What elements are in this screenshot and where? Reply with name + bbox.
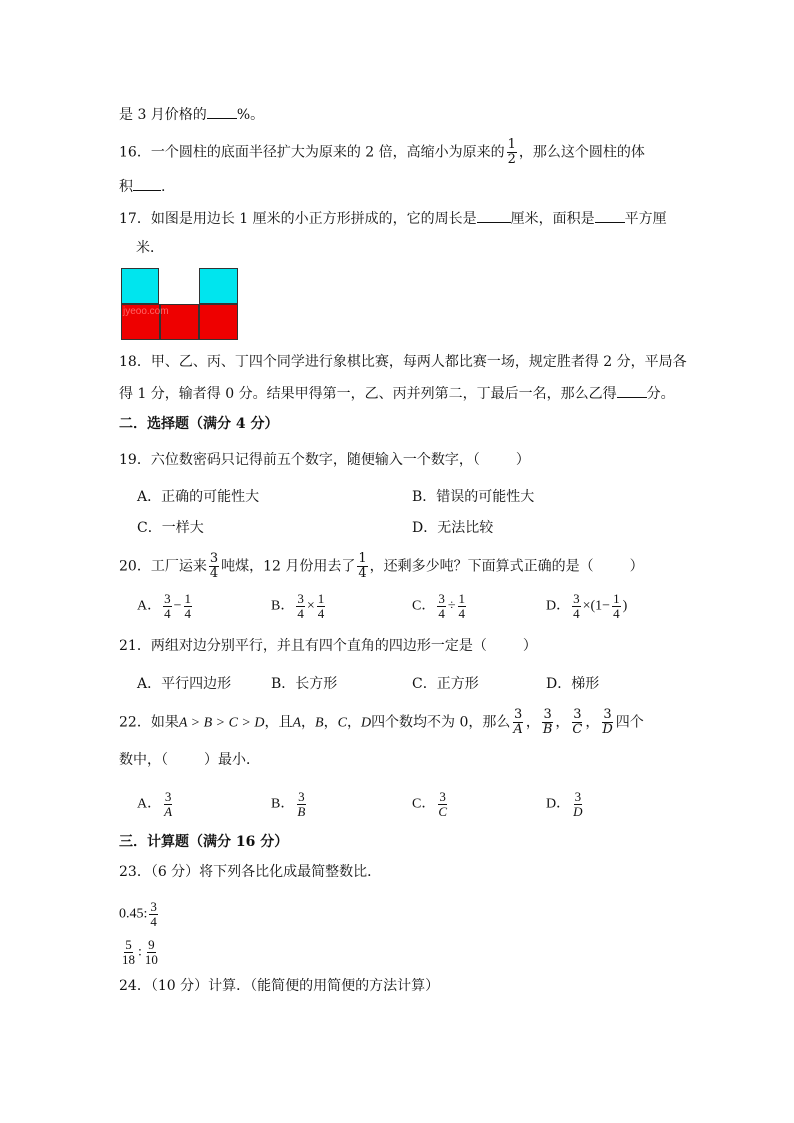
q22-option-a[interactable]: A． $\frac{3}{A}$	[137, 789, 173, 819]
section-3-heading: 三．计算题（满分 16 分）	[119, 834, 289, 850]
answer-blank[interactable]	[617, 383, 647, 398]
q20-option-a[interactable]: A． $\frac{3}{4}$ − $\frac{1}{4}$	[137, 591, 192, 621]
q21-option-c[interactable]: C．正方形	[412, 676, 479, 692]
question-16-line2: 积 .	[119, 176, 165, 197]
q22-option-b[interactable]: B． $\frac{3}{B}$	[271, 789, 306, 819]
ratio-2: $\frac{5}{18}$ : $\frac{9}{10}$	[122, 937, 158, 967]
q19-option-d[interactable]: D．无法比较	[412, 520, 494, 536]
question-22-line2: 数中，（ ）最小．	[119, 752, 260, 768]
q20-option-b[interactable]: B． $\frac{3}{4}$ × $\frac{1}{4}$	[271, 591, 325, 621]
question-17-line2: 米．	[136, 240, 164, 256]
ratio-1: 0.45: $\frac{3}{4}$	[119, 899, 157, 929]
q19-option-a[interactable]: A．正确的可能性大	[137, 489, 260, 505]
question-18: 18．甲、乙、丙、丁四个同学进行象棋比赛，每两人都比赛一场，规定胜者得 2 分，平局各	[119, 354, 687, 370]
q20-option-d[interactable]: D． $\frac{3}{4}$ ×(1− $\frac{1}{4}$ )	[546, 591, 628, 621]
question-19: 19．六位数密码只记得前五个数字，随便输入一个数字，（ ）	[119, 452, 530, 468]
question-24: 24．（10 分）计算．（能简便的用简便的方法计算）	[119, 978, 440, 994]
question-21: 21．两组对边分别平行，并且有四个直角的四边形一定是（ ）	[119, 638, 537, 654]
answer-blank[interactable]	[207, 104, 237, 119]
q19-option-c[interactable]: C．一样大	[137, 520, 204, 536]
red-square-3	[199, 304, 238, 340]
watermark-text: jyeoo.com	[123, 306, 169, 317]
q22-option-d[interactable]: D． $\frac{3}{D}$	[546, 789, 583, 819]
q20-option-c[interactable]: C． $\frac{3}{4}$ ÷ $\frac{1}{4}$	[412, 591, 466, 621]
question-16: 16．一个圆柱的底面半径扩大为原来的 2 倍，高缩小为原来的 $\frac{1}{2}$ ，那么这个圆柱的体	[119, 137, 645, 167]
section-2-heading: 二．选择题（满分 4 分）	[119, 416, 279, 432]
question-23: 23．（6 分）将下列各比化成最简整数比．	[119, 864, 382, 880]
q21-option-a[interactable]: A．平行四边形	[137, 676, 232, 692]
q22-option-c[interactable]: C． $\frac{3}{C}$	[412, 789, 448, 819]
question-20: 20．工厂运来 $\frac{3}{4}$ 吨煤，12 月份用去了 $\frac{1}{4}$ ，还剩多少吨？下面算式正确的是（ ）	[119, 551, 644, 581]
q19-option-b[interactable]: B．错误的可能性大	[412, 489, 535, 505]
answer-blank[interactable]	[477, 208, 511, 223]
question-18-line2: 得 1 分，输者得 0 分。结果甲得第一，乙、丙并列第二，丁最后一名，那么乙得 分。	[119, 383, 675, 404]
question-22: 22．如果A > B > C > D，且A，B，C，D四个数均不为 0，那么 $\frac{3}{A}$ ， $\frac{3}{B}$ ， $\frac{3}{C}$ ， $\frac{3}{D}$ 四个	[119, 707, 644, 737]
q21-option-d[interactable]: D．梯形	[546, 676, 600, 692]
cyan-square-left	[121, 268, 159, 304]
question-17: 17．如图是用边长 1 厘米的小正方形拼成的，它的周长是 厘米，面积是 平方厘	[119, 208, 667, 229]
squares-figure	[121, 268, 238, 340]
cyan-square-right	[199, 268, 238, 304]
q21-option-b[interactable]: B．长方形	[271, 676, 338, 692]
answer-blank[interactable]	[595, 208, 625, 223]
answer-blank[interactable]	[133, 176, 161, 191]
q15-continuation: 是 3 月价格的 %。	[119, 104, 264, 125]
